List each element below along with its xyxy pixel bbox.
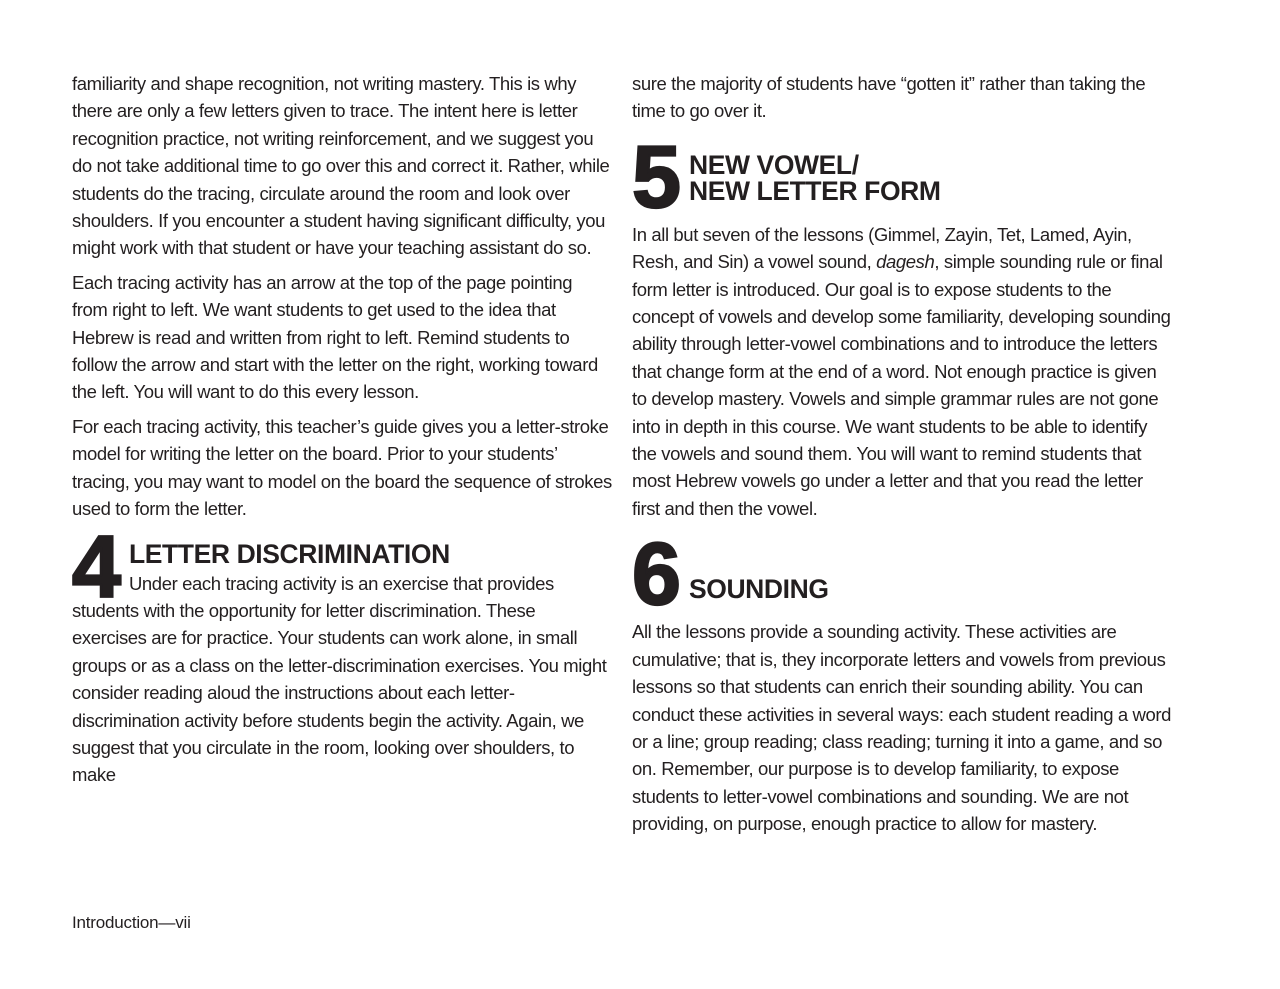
page-footer-folio: Introduction—vii [72, 913, 191, 932]
continuation-paragraph: sure the majority of students have “gotten it” rather than taking the time to go over it. [632, 73, 1146, 122]
section-5-paragraph [632, 221, 1172, 522]
section-6-title: SOUNDING [688, 573, 829, 604]
section-6-heading [632, 524, 1172, 624]
section-4 [72, 516, 612, 789]
body-paragraph: For each tracing activity, this teacher’s guide gives you a letter-stroke model for writing the letter on the board. Prior to your students’ tracing, you may want to model on the board the sequence of strokes used to form the letter. [72, 415, 612, 520]
body-paragraph: Each tracing activity has an arrow at the top of the page pointing from right to left. We want students to get used to the idea that Hebrew is read and written from right to left. Remind students to follow the arrow and start with the letter on the right, working toward the left. You will want to do this every lesson. [72, 271, 598, 403]
right-column [632, 70, 1172, 845]
section-5-heading [632, 126, 1172, 226]
section-5-title-line-1: NEW VOWEL/ [688, 149, 859, 180]
section-5-text-before-italic: In all but seven of the lessons (Gimmel, Zayin, Tet, Lamed, Ayin, Resh, and Sin) a vowel sound, [632, 223, 1132, 273]
section-6-numeral: 6 [632, 524, 681, 624]
left-column [72, 70, 612, 789]
section-4-title: LETTER DISCRIMINATION [128, 538, 450, 569]
section-5-text-after-italic: , simple sounding rule or final form letter is introduced. Our goal is to expose students to the concept of vowels and develop some familiarity, developing sounding ability through letter-vowel combinations and to introduce the letters that change form at the end of a word. Not enough practice is given to develop mastery. Vowels and simple grammar rules are not gone into in depth in this course. We want students to be able to identify the vowels and sound them. You will want to remind students that most Hebrew vowels go under a letter and that you read the letter first and then the vowel. [632, 251, 1171, 519]
italic-term-dagesh: dagesh [876, 251, 935, 273]
body-paragraph: familiarity and shape recognition, not writing mastery. This is why there are only a few letters given to trace. The intent here is letter recognition practice, not writing reinforcement, and we suggest you do not take additional time to go over this and correct it. Rather, while students do the tracing, circulate around the room and look over shoulders. If you encounter a student having significant difficulty, you might work with that student or have your teaching assistant do so. [72, 73, 610, 259]
section-5-title-line-2: NEW LETTER FORM [688, 176, 941, 207]
section-5-title [688, 149, 941, 208]
section-4-numeral: 4 [72, 516, 121, 616]
section-5-numeral: 5 [632, 126, 681, 226]
section-6-paragraph: All the lessons provide a sounding activity. These activities are cumulative; that is, they incorporate letters and vowels from previous lessons so that students can enrich their sounding ability. You can conduct these activities in several ways: each student reading a word or a line; group reading; class reading; turning it into a game, and so on. Remember, our purpose is to develop familiarity, to expose students to letter-vowel combinations and sounding. We are not providing, on purpose, enough practice to allow for mastery. [632, 621, 1172, 835]
section-4-paragraph: Under each tracing activity is an exercise that provides students with the opportunity for letter discrimination. These exercises are for practice. Your students can work alone, in small groups or as a class on the letter-discrimination exercises. You might consider reading aloud the instructions about each letter-discrimination activity before students begin the activity. Again, we suggest that you circulate in the room, looking over shoulders, to make [72, 572, 607, 786]
